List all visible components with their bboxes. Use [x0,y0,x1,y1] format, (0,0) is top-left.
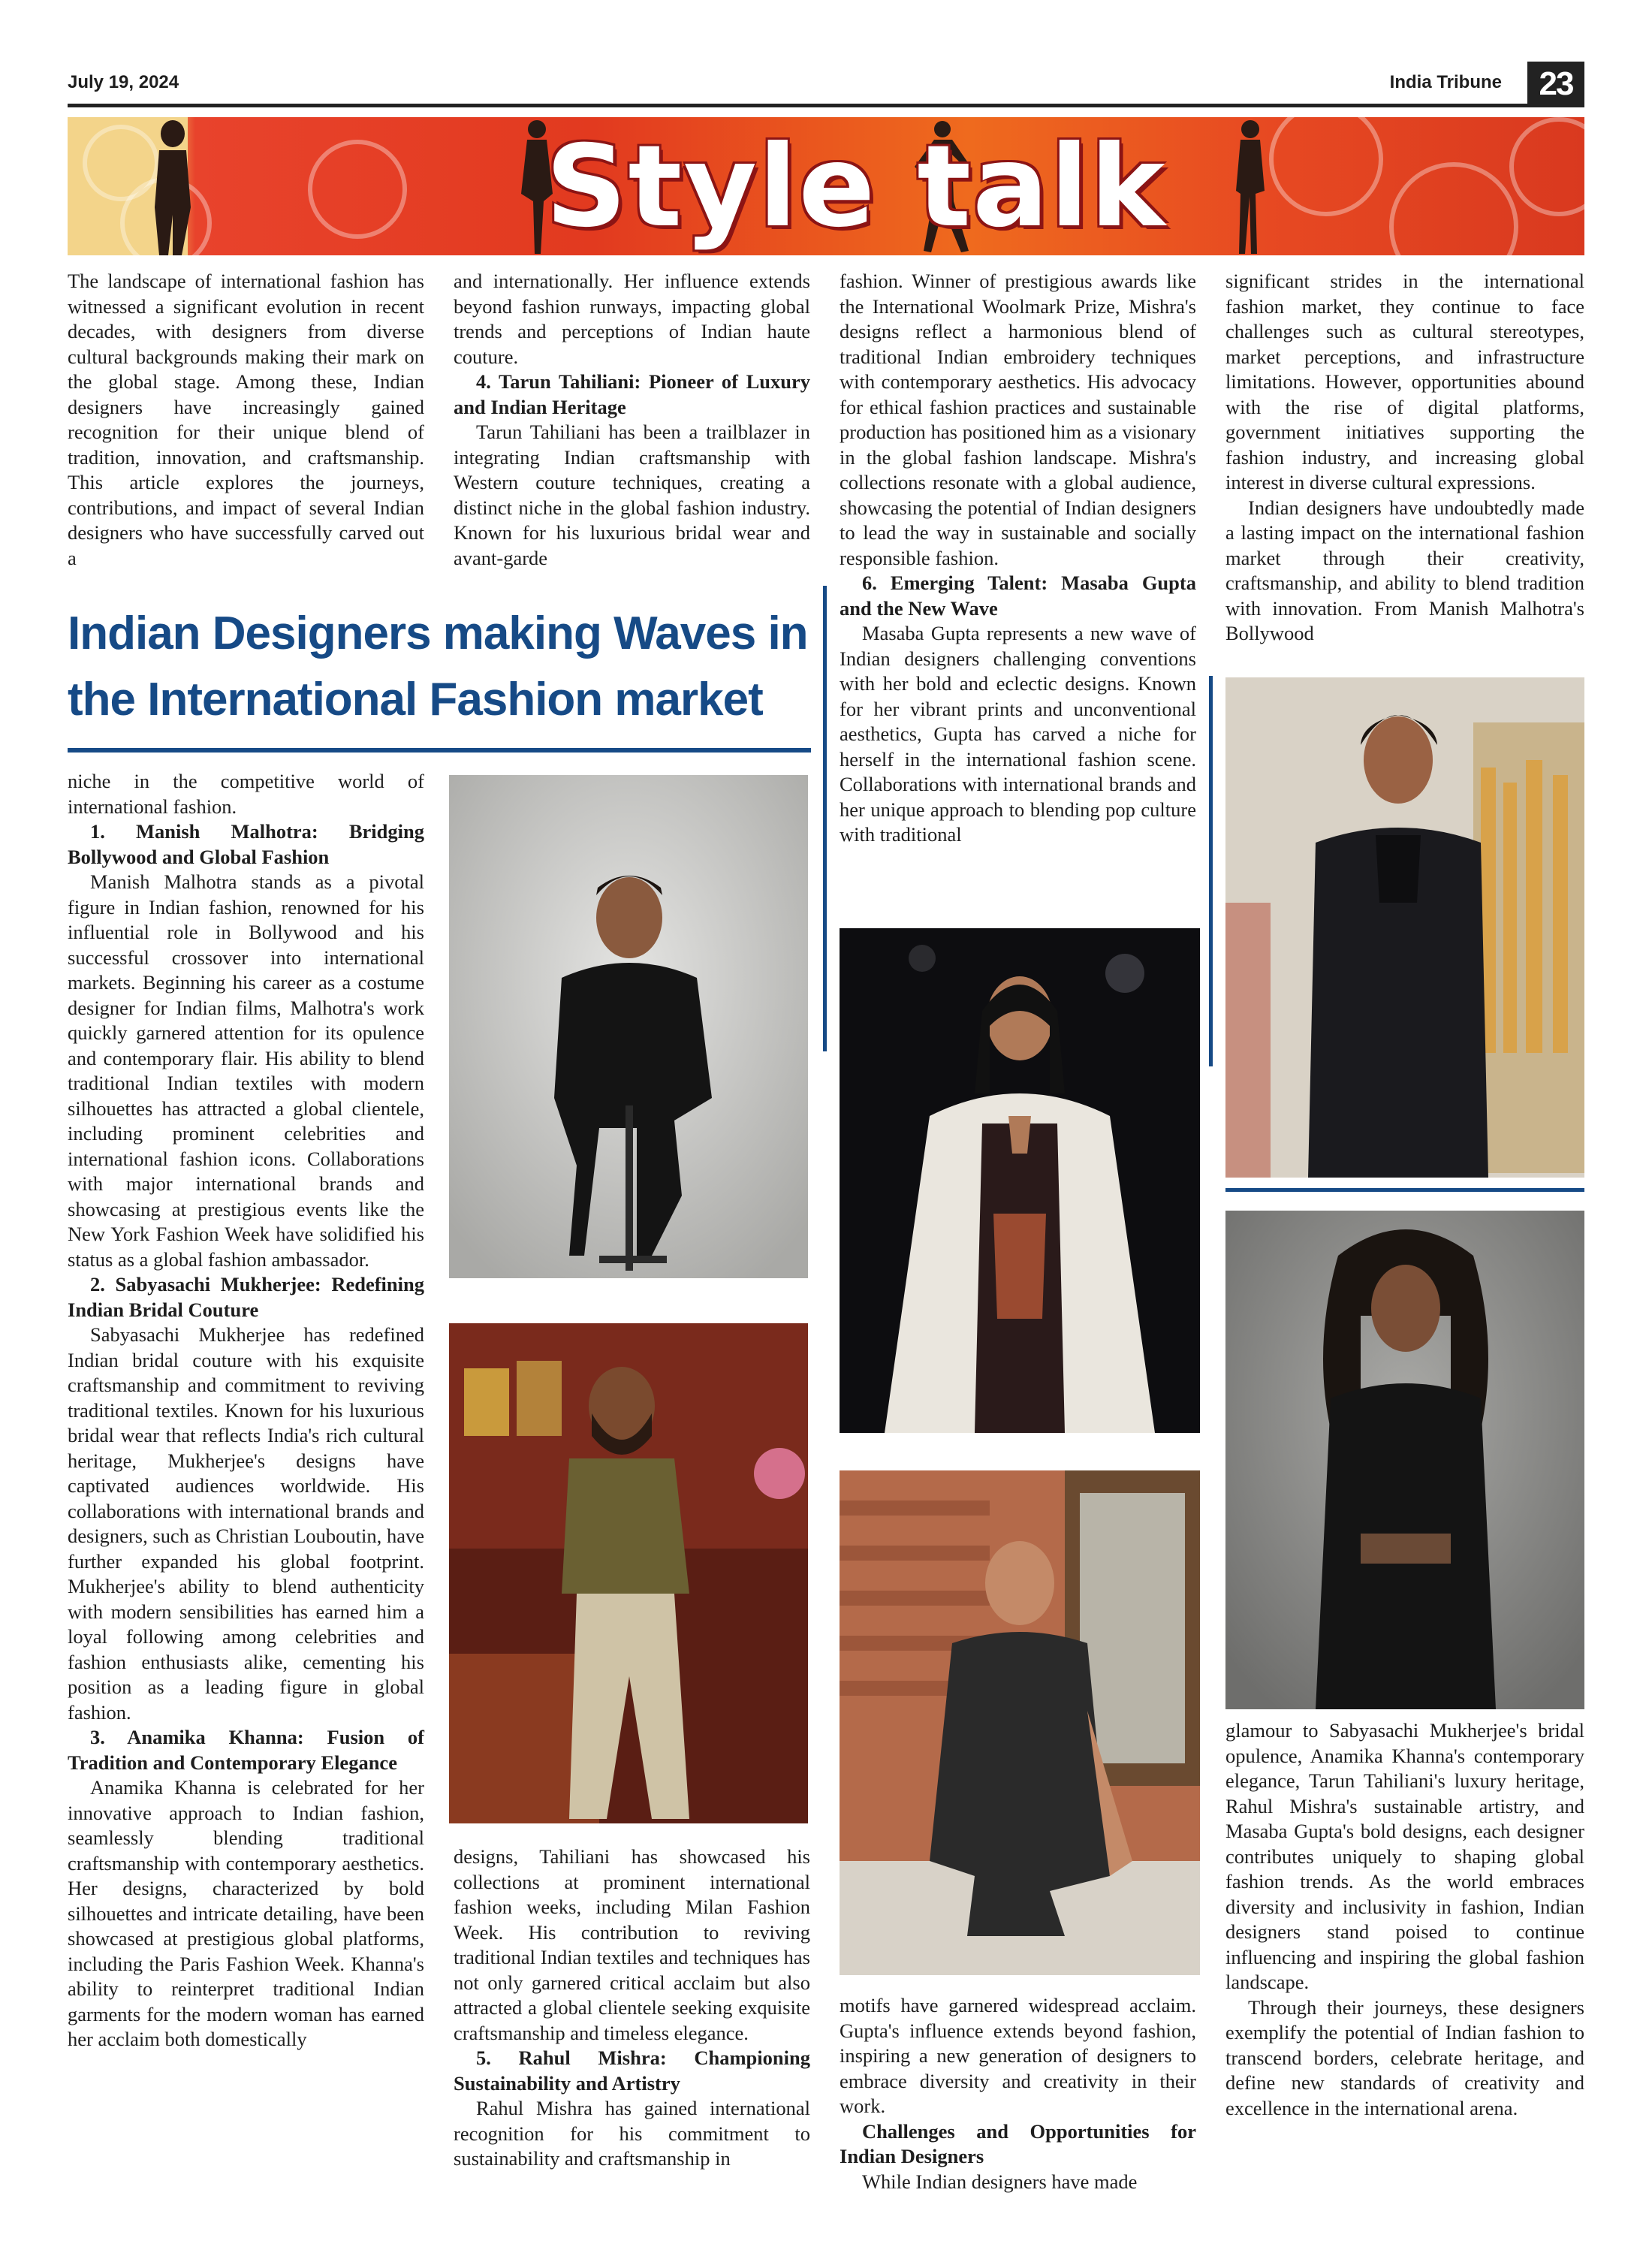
fashion-figure-icon [143,117,203,255]
designer-photo-gupta [1225,1211,1584,1709]
paragraph: Manish Malhotra stands as a pivotal figure in Indian fashion, renowned for his influential role in Bollywood and his successful crossover into international markets. Beginning his career as a costume designer for Indian films, Malhotra's work quickly garnered attention for its opulence and contemporary flair. His ability to blend traditional Indian textiles with modern silhouettes has attracted a global clientele, including prominent celebrities and international fashion icons. Collaborations with major international brands and showcasing at prestigious events like the New York Fashion Week have solidified his status as a global fashion ambassador. [68,870,424,1271]
section-heading: 4. Tarun Tahiliani: Pioneer of Luxury and Indian Heritage [454,370,810,418]
designer-photo-malhotra [449,775,808,1278]
column-divider [823,586,827,1051]
column-2-bottom [454,1844,810,2172]
section-heading: Challenges and Opportunities for Indian Designers [840,2119,1196,2167]
paragraph: motifs have garnered widespread acclaim. Gupta's influence extends beyond fashion, inspiring a new generation of designers to embrace diversity and creativity in their work. [840,1994,1196,2117]
style-talk-banner [68,117,1584,255]
column-2-top [454,269,810,571]
headline-rule [68,748,811,753]
paragraph: Sabyasachi Mukherjee has redefined Indian bridal couture with his exquisite craftsmanship and commitment to reviving traditional textiles. Known for his luxurious bridal wear that reflects India's rich cultural heritage, Mukherjee's designs have captivated audiences worldwide. His collaborations with international brands and designers, such as Christian Louboutin, have further expanded his global footprint. Mukherjee's ability to blend authenticity with modern sensibilities has earned him a loyal following among celebrities and fashion enthusiasts alike, cementing his position as a leading figure in global fashion. [68,1323,424,1724]
designer-photo-mishra [1225,677,1584,1178]
paragraph: fashion. Winner of prestigious awards like the International Woolmark Prize, Mishra's designs reflect a harmonious blend of traditional Indian embroidery techniques with contemporary aesthetics. His advocacy for ethical fashion practices and sustainable production has positioned him as a visionary in the global fashion landscape. Mishra's collections resonate with a global audience, showcasing the potential of Indian designers to lead the way in sustainable and socially responsible fashion. [840,270,1196,569]
paragraph: Anamika Khanna is celebrated for her innovative approach to Indian fashion, seamlessly blending traditional craftsmanship with contemporary aesthetics. Her designs, characterized by bold silhouettes and intricate detailing, have been showcased at prestigious global platforms, including the Paris Fashion Week. Khanna's ability to reinterpret traditional Indian garments for the modern woman has earned her acclaim both domestically [68,1776,424,2050]
paragraph: and internationally. Her influence extends beyond fashion runways, impacting global trends and perceptions of Indian haute couture. [454,270,810,368]
paragraph: niche in the competitive world of international fashion. [68,770,424,818]
paragraph: Masaba Gupta represents a new wave of Indian designers challenging conventions with her bold and eclectic designs. Known for her vibrant prints and unconventional aesthetics, Gupta has carved a niche for herself in the international fashion scene. Collaborations with international brands and her unique approach to blending pop culture with traditional [840,622,1196,846]
section-heading: 5. Rahul Mishra: Championing Sustainability and Artistry [454,2046,810,2095]
photo-divider [1225,1188,1584,1192]
paragraph: significant strides in the international fashion market, they continue to face challenges such as cultural stereotypes, market perceptions, and infrastructure limitations. However, opportunities abound with the rise of digital platforms, government initiatives supporting the fashion industry, and increasing global interest in diverse cultural expressions. [1225,270,1584,493]
column-3-top [840,269,1196,848]
issue-date: July 19, 2024 [68,72,179,92]
article-intro [68,269,424,571]
paragraph: Through their journeys, these designers exemplify the potential of Indian fashion to transcend borders, celebrate heritage, and define new standards of creativity and excellence in the international arena. [1225,1995,1584,2119]
column-divider [1209,676,1213,1066]
column-1-body [68,769,424,2052]
column-4-top [1225,269,1584,647]
paragraph: While Indian designers have made [862,2170,1138,2193]
designer-photo-khanna [840,928,1200,1433]
designer-photo-tahiliani [840,1470,1200,1975]
paragraph: Rahul Mishra has gained international recognition for his commitment to sustainability and craftsmanship in [454,2097,810,2170]
section-heading: 1. Manish Malhotra: Bridging Bollywood and Global Fashion [68,820,424,868]
paragraph: Tarun Tahiliani has been a trailblazer in integrating Indian craftsmanship with Western couture techniques, creating a distinct niche in the global fashion industry. Known for his luxurious bridal wear and avant-garde [454,421,810,569]
model-silhouette-icon [1224,119,1277,254]
column-4-bottom [1225,1718,1584,2121]
section-heading: 6. Emerging Talent: Masaba Gupta and the New Wave [840,572,1196,620]
designer-photo-mukherjee [449,1323,808,1823]
section-heading: 3. Anamika Khanna: Fusion of Tradition and Contemporary Elegance [68,1726,424,1774]
paragraph: designs, Tahiliani has showcased his collections at prominent international fashion weeks, including Milan Fashion Week. His contribution to reviving traditional Indian textiles and techniques has not only garnered critical acclaim but also attracted a global clientele seeking exquisite craftsmanship and timeless elegance. [454,1845,810,2044]
intro-paragraph: The landscape of international fashion has witnessed a significant evolution in recent decades, with designers from diverse cultural backgrounds making their mark on the global stage. Among these, Indian designers have increasingly gained recognition for their unique blend of tradition, innovation, and craftsmanship. This article explores the journeys, contributions, and impact of several Indian designers who have successfully carved out a [68,270,424,569]
column-3-bottom [840,1993,1196,2194]
section-title: Style talk [545,122,1167,252]
page-number: 23 [1527,62,1584,107]
paragraph: glamour to Sabyasachi Mukherjee's bridal opulence, Anamika Khanna's contemporary elegance, Tarun Tahiliani's luxury heritage, Rahul Mishra's sustainable artistry, and Masaba Gupta's bold designs, each designer contributes uniquely to shaping global fashion trends. As the world embraces diversity and inclusivity in fashion, Indian designers stand poised to continue influencing and inspiring the global fashion landscape. [1225,1719,1584,1993]
publication-name: India Tribune [1389,72,1502,92]
paragraph: Indian designers have undoubtedly made a lasting impact on the international fashion market through their creativity, craftsmanship, and ability to blend tradition with innovation. From Manish Malhotra's Bollywood [1225,496,1584,644]
article-headline: Indian Designers making Waves in the International Fashion market [68,608,808,725]
section-heading: 2. Sabyasachi Mukherjee: Redefining Indian Bridal Couture [68,1273,424,1321]
header-rule [68,104,1584,107]
